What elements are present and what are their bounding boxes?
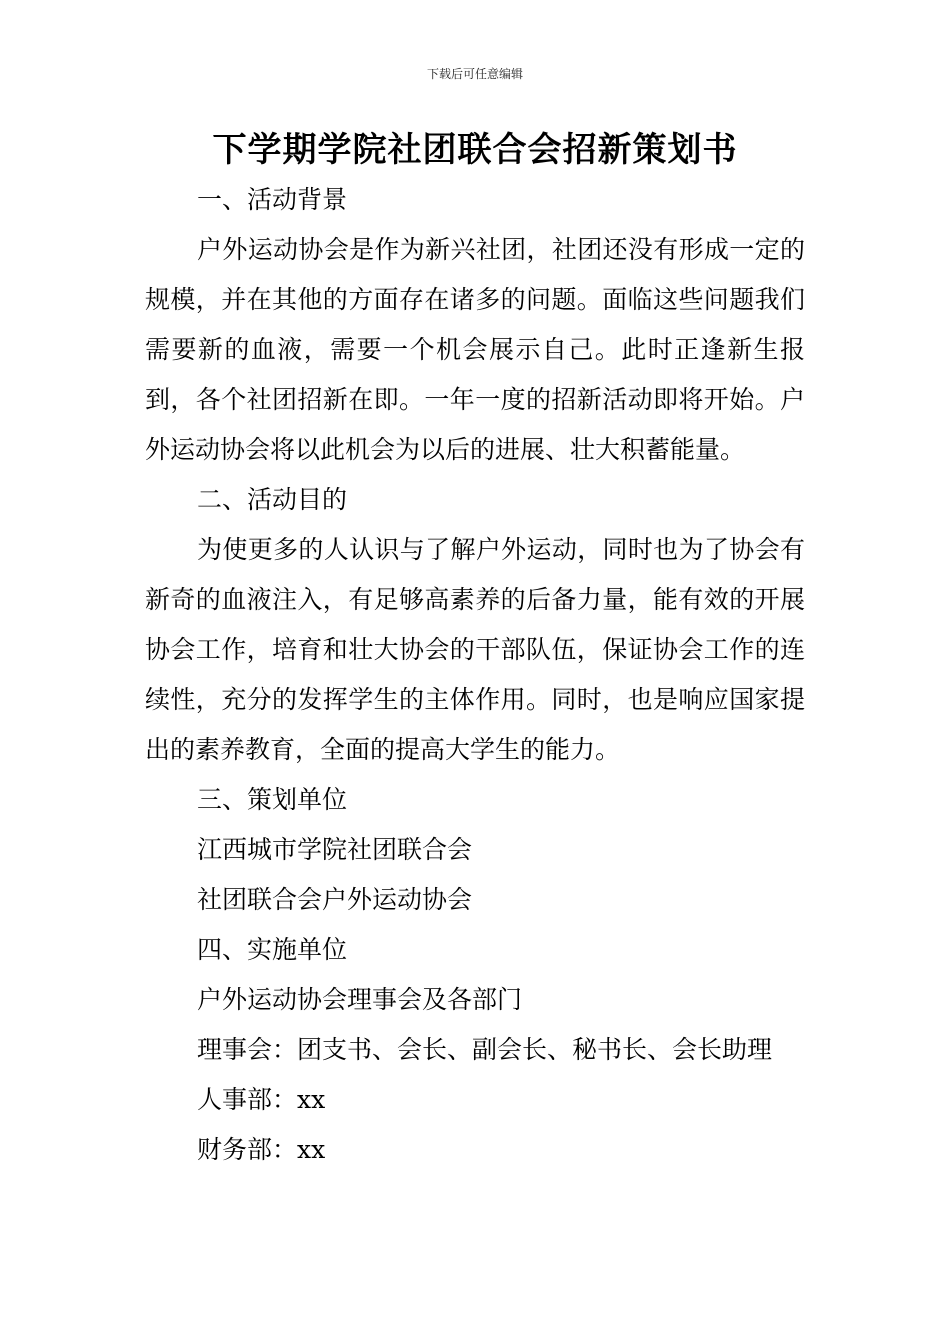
section-heading-planner: 三、策划单位 — [197, 785, 348, 814]
header-note: 下载后可任意编辑 — [426, 67, 523, 81]
section-heading-executor: 四、实施单位 — [197, 935, 348, 964]
finance-department: 财务部：xx — [197, 1135, 326, 1164]
document-body — [145, 175, 805, 1175]
planner-unit-1: 江西城市学院社团联合会 — [197, 835, 473, 864]
executor-unit-1: 户外运动协会理事会及各部门 — [197, 985, 523, 1014]
council-members: 理事会：团支书、会长、副会长、秘书长、会长助理 — [197, 1035, 773, 1064]
hr-department: 人事部：xx — [197, 1085, 326, 1114]
paragraph-background: 户外运动协会是作为新兴社团，社团还没有形成一定的规模，并在其他的方面存在诸多的问题。面临这些问题我们需要新的血液，需要一个机会展示自己。此时正逢新生报到，各个社团招新在即。一年一度的招新活动即将开始。户外运动协会将以此机会为以后的进展、壮大积蓄能量。 — [145, 235, 805, 464]
section-heading-purpose: 二、活动目的 — [197, 485, 348, 514]
paragraph-purpose: 为使更多的人认识与了解户外运动，同时也为了协会有新奇的血液注入，有足够高素养的后备力量，能有效的开展协会工作，培育和壮大协会的干部队伍，保证协会工作的连续性，充分的发挥学生的主体作用。同时，也是响应国家提出的素养教育，全面的提高大学生的能力。 — [145, 535, 805, 764]
planner-unit-2: 社团联合会户外运动协会 — [197, 885, 473, 914]
document-title: 下学期学院社团联合会招新策划书 — [212, 130, 738, 170]
section-heading-background: 一、活动背景 — [197, 185, 348, 214]
